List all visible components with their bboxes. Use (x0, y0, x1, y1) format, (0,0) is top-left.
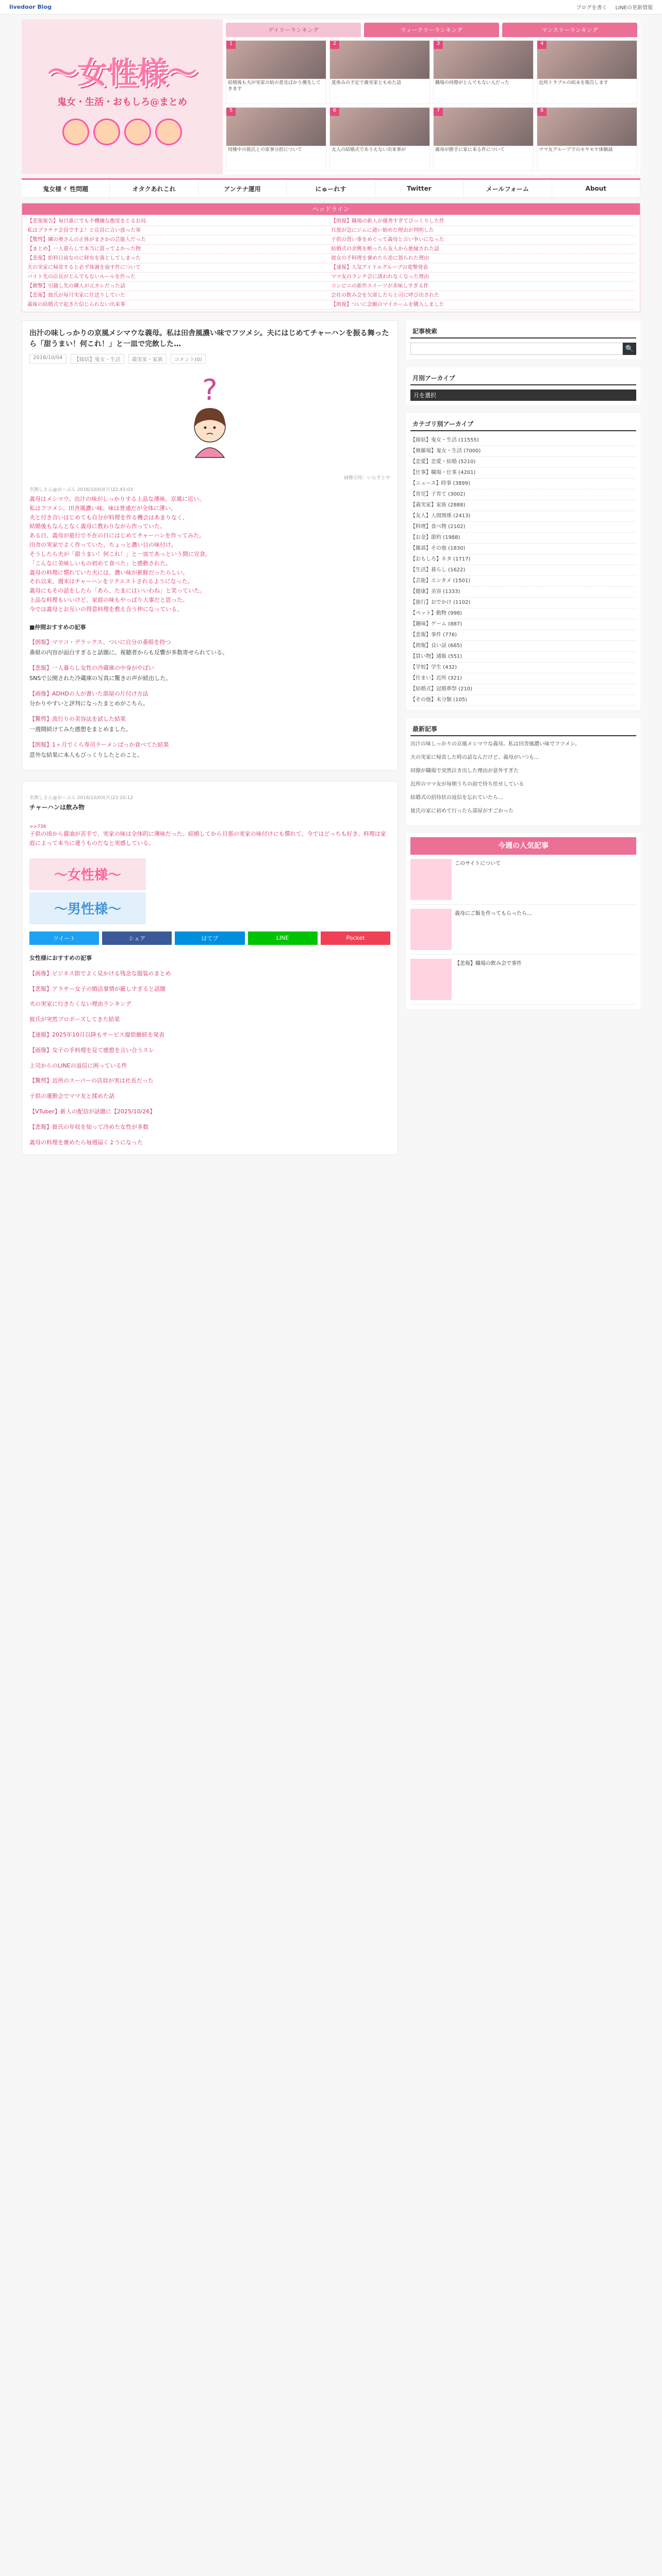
nav-item-mailform[interactable]: メールフォーム (464, 180, 552, 197)
post-stamp-2: 名無しさん@おーぷん 2016/10/03(月)23:10:12 (29, 795, 133, 801)
svg-text:?: ? (202, 375, 218, 407)
popular-item-title[interactable]: このサイトについて (455, 861, 501, 867)
tab-daily-ranking[interactable]: デイリーランキング (226, 23, 361, 37)
logo-title: 〜女性様〜 (47, 55, 197, 90)
question-woman-illustration (29, 375, 390, 468)
category-link[interactable]: 【朗報】良い話 (665) (410, 641, 636, 652)
ranking-number: 1 (226, 41, 236, 49)
global-nav (22, 178, 640, 198)
category-link[interactable]: 【趣味】ゲーム (887) (410, 619, 636, 630)
recommend-link[interactable]: 【速報】2025年10月以降もサービス提供継続を発表 (29, 1031, 164, 1038)
category-link[interactable]: 【料理】食べ物 (2102) (410, 522, 636, 533)
recommend-link[interactable]: 【画像】ビジネス街でよく見かける残念な服装のまとめ (29, 970, 171, 977)
ranking-item[interactable] (537, 107, 637, 171)
headline-link[interactable]: 私はプラチナ会員ですよ！と店員に言い放った客 (27, 226, 331, 235)
popular-widget (406, 833, 640, 1009)
search-icon[interactable]: 🔍 (623, 343, 636, 355)
tab-weekly-ranking[interactable]: ウィークリーランキング (364, 23, 499, 37)
article-comments[interactable]: コメント(0) (171, 354, 206, 364)
category-link[interactable]: 【雑談】その他 (1830) (410, 544, 636, 554)
article-line: 今では義母とお互いの得意料理を教え合う仲になっている。 (29, 605, 183, 613)
popular-thumbnail[interactable] (410, 909, 452, 950)
category-link[interactable]: 【ペット】動物 (998) (410, 608, 636, 619)
headline-link[interactable]: 【衝撃】引越し先の隣人が元カレだった話 (27, 282, 331, 291)
category-link[interactable]: 【恋愛】恋愛・結婚 (5210) (410, 457, 636, 468)
ranking-item-text[interactable]: 同棲中の彼氏との家事分担について (228, 147, 302, 152)
popular-thumbnail[interactable] (410, 859, 452, 900)
article-line: 上品な料理もいいけど、家庭の味もやっぱり大事だと思った。 (29, 596, 188, 603)
category-link[interactable]: 【修羅場】鬼女・生活 (7000) (410, 446, 636, 457)
article-title[interactable]: 出汁の味しっかりの京風メシマウな義母。私は田舎風濃い味でフツメシ。夫にはじめてチャーハンを振る舞ったら「甜うまい！何これ！」と一皿で完飲した… (29, 329, 389, 348)
category-link[interactable]: 【芸能】エンタメ (1501) (410, 576, 636, 587)
ranking-item-text[interactable]: ママ友グループでのモヤモヤ体験談 (539, 147, 613, 152)
recommend-summary: 一週間続けてみた感想をまとめました。 (29, 725, 131, 733)
logo-subtitle: 鬼女・生活・おもしろ@まとめ (57, 97, 187, 108)
recommend-summary: 分かりやすいと評判になったまとめがこちら。 (29, 700, 148, 707)
popular-item[interactable] (410, 905, 636, 955)
article-line: 結婚後もなんとなく義母に教わりながら作っていた。 (29, 523, 166, 530)
ranking-number: 8 (537, 108, 547, 116)
article-body (29, 495, 390, 614)
ranking-item-text[interactable]: 夏休みの予定で義実家ともめた話 (332, 80, 402, 86)
ranking-thumbnail[interactable] (226, 41, 326, 79)
headline-link[interactable]: 【朗報】ついに念願のマイホームを購入しました (331, 300, 635, 310)
new-article-link[interactable]: 近所のママ友が毎朝うちの前で待ち伏せしている (410, 782, 524, 787)
headline-link[interactable]: 旦那が急にジムに通い始めた理由が判明した (331, 226, 635, 235)
article-date: 2016/10/04 (29, 354, 67, 364)
headline-title: ヘッドライン (22, 204, 640, 215)
ranking-thumbnail[interactable] (537, 41, 637, 79)
nav-item-1[interactable]: 鬼女様ヾ 性問題 (22, 180, 110, 197)
popular-title: 今週の人気記事 (410, 837, 636, 855)
ranking-item-text[interactable]: 友人の結婚式でありえない出来事が (332, 147, 406, 152)
recommend-heading: ■仲間おすすめの記事 (29, 623, 86, 631)
category-link[interactable]: 【生活】暮らし (1622) (410, 565, 636, 576)
category-link[interactable]: 【お金】節約 (1988) (410, 533, 636, 544)
category-link[interactable]: 【その他】未分類 (105) (410, 695, 636, 706)
image-credit: 画像引用：いらすとや (343, 476, 390, 481)
category-link[interactable]: 【仕事】職場・仕事 (4201) (410, 468, 636, 479)
search-title: 記事検索 (410, 325, 636, 338)
reply-number[interactable]: >>739 (29, 824, 46, 830)
ranking-number: 4 (537, 41, 547, 49)
recommend-link[interactable]: 彼氏が突然プロポーズしてきた結果 (29, 1016, 120, 1023)
headline-link[interactable]: 【朗報】職場の新人が優秀すぎてびっくりした件 (331, 217, 635, 226)
headline-link[interactable]: 会社の飲み会を欠席したら上司に呼び出された (331, 291, 635, 300)
share-twitter-button[interactable]: ツイート (29, 931, 99, 945)
archive-title: 月別アーカイブ (410, 371, 636, 385)
recommend-link[interactable]: 子供の運動会でママ友と揉めた話 (29, 1093, 114, 1100)
search-widget (406, 320, 640, 359)
ranking-number: 7 (434, 108, 443, 116)
category-link[interactable]: 【学校】学生 (432) (410, 663, 636, 673)
second-article-card (22, 781, 398, 1155)
ranking-thumbnail[interactable] (226, 108, 326, 146)
share-hatena-button[interactable]: はてブ (175, 931, 244, 945)
livedoor-topbar (0, 0, 662, 14)
headline-link[interactable]: ママ友のランチ会に誘われなくなった理由 (331, 273, 635, 282)
nav-item-about[interactable]: About (552, 180, 640, 197)
category-title: カテゴリ別アーカイブ (410, 417, 636, 431)
headline-box (22, 203, 640, 312)
banner-josei[interactable]: 〜女性様〜 (29, 858, 146, 890)
new-articles-title: 最新記事 (410, 722, 636, 736)
second-article-title[interactable]: チャーハンは飲み物 (29, 804, 85, 811)
category-link[interactable]: 【育児】子育て (3002) (410, 489, 636, 500)
ranking-thumbnail[interactable] (330, 41, 429, 79)
ranking-item[interactable] (329, 40, 430, 104)
popular-item-title[interactable]: 【悲報】職場の飲み会で事件 (455, 961, 522, 967)
article-line: 私はフツメシ。田舎風濃い味。味は普通だが全体に薄い。 (29, 504, 176, 512)
new-article-link[interactable]: 彼氏の家に初めて行ったら部屋がすごかった (410, 808, 514, 814)
ranking-item[interactable] (433, 107, 534, 171)
recommend-link[interactable]: 上司からのLINEの返信に困っている件 (29, 1062, 127, 1069)
new-article-link[interactable]: 出汁の味しっかりの京風メシマウな義母。私は田舎風濃い味でフツメシ。 (410, 741, 580, 747)
post-stamp: 名無しさん@おーぷん 2016/10/03(月)22:45:03 (29, 487, 133, 493)
line-update-link[interactable]: LINEの更新情報 (615, 5, 653, 11)
category-link[interactable]: 【住まい】近所 (321) (410, 673, 636, 684)
category-link[interactable]: 【おもしろ】ネタ (1717) (410, 554, 636, 565)
ranking-number: 3 (434, 41, 443, 49)
ranking-item-text[interactable]: 義母が勝手に家に来る件について (435, 147, 505, 152)
article-line: ある日、義母が旅行で不在の日にはじめてチャーハンを作ってみた。 (29, 532, 205, 539)
headline-link[interactable]: 【驚愕】隣の奥さんの正体がまさかの芸能人だった (27, 235, 331, 245)
category-link[interactable]: 【ニュース】時事 (3899) (410, 479, 636, 489)
category-widget (406, 413, 640, 710)
headline-link[interactable]: 子供の習い事をめぐって義母と言い争いになった (331, 235, 635, 245)
livedoor-logo[interactable]: livedoor Blog (9, 4, 52, 10)
category-link[interactable]: 【結婚式】冠婚葬祭 (210) (410, 684, 636, 695)
category-link[interactable]: 【悲報】事件 (776) (410, 630, 636, 641)
ranking-number: 6 (330, 108, 339, 116)
article-tag[interactable]: 義実家・家族 (128, 354, 167, 364)
new-articles-widget (406, 718, 640, 825)
site-header (22, 20, 640, 174)
ranking-item-text[interactable]: 近所トラブルの結末を報告します (539, 80, 608, 86)
headline-link[interactable]: 【速報】人気アイドルグループの電撃発表 (331, 263, 635, 273)
recommend-link[interactable]: 【画像】ADHDの人が書いた部屋の片付け方法 (29, 690, 148, 697)
category-link[interactable]: 【義実家】家族 (2888) (410, 500, 636, 511)
share-pocket-button[interactable]: Pocket (321, 931, 390, 945)
nav-item-4[interactable]: にゅーれす (287, 180, 375, 197)
headline-link[interactable]: 【悲報報告】毎日誰にでも不機嫌な態度をとるお局 (27, 217, 331, 226)
ranking-thumbnail[interactable] (330, 108, 429, 146)
headline-link[interactable]: 【まとめ】一人暮らしで本当に買ってよかった物 (27, 245, 331, 254)
new-article-link[interactable]: 同僚が職場で突然泣き出した理由が意外すぎた (410, 768, 519, 774)
recommend-link[interactable]: 【VTuber】新人の配信が話題に【2025/10/26】 (29, 1108, 156, 1115)
article-line: そうしたら夫が「甜うまい！何これ！」と一皿であっという間に完食。 (29, 550, 211, 557)
archive-widget (406, 367, 640, 405)
recommend-link[interactable]: 【画像】女子の手料理を見て感想を言い合うスレ (29, 1046, 154, 1054)
ranking-item[interactable] (537, 40, 637, 104)
category-link[interactable]: 【旅行】おでかけ (1102) (410, 598, 636, 608)
new-article-link[interactable]: 夫の実家に帰省した時の話なんだけど、義母がいつも… (410, 755, 539, 760)
ranking-thumbnail[interactable] (537, 108, 637, 146)
recommend-link[interactable]: 【悲報】アラサー女子の婚活事情が厳しすぎると話題 (29, 985, 166, 992)
headline-link[interactable]: 義妹の結婚式で起きた信じられない出来事 (27, 300, 331, 310)
ranking-item[interactable] (433, 40, 534, 104)
popular-item[interactable] (410, 855, 636, 905)
second-article-body: 子供の頃から醤油が苦手で、実家の味は全体的に薄味だった。結婚してから旦那の実家の味付けにも慣れて、今ではどっちも好き。料理は家庭によって本当に違うものだなと実感している。 (29, 831, 386, 847)
site-logo[interactable] (22, 20, 223, 174)
article-line: 義母にもその話をしたら「あら、たまにはいいわね」と笑っていた。 (29, 587, 205, 595)
headline-link[interactable]: 【悲報】給料日前なのに財布を落としてしまった (27, 254, 331, 263)
nav-item-twitter[interactable]: Twitter (375, 180, 464, 197)
article-line: 田舎の実家でよく作っていた、ちょっと濃い目の味付け。 (29, 541, 177, 549)
ranking-item-text[interactable]: 職場の同僚がとんでもない人だった (435, 80, 510, 86)
banner-dansei[interactable]: 〜男性様〜 (29, 892, 146, 924)
category-link[interactable]: 【嫁姑】鬼女・生活 (11555) (410, 435, 636, 446)
recommend-link[interactable]: 義母の料理を褒めたら毎週届くようになった (29, 1139, 143, 1146)
recommend-link[interactable]: 【朗報】マツコ・デラックス、ついに自分の番組を持つ (29, 639, 171, 646)
ranking-number: 5 (226, 108, 236, 116)
share-line-button[interactable]: LINE (248, 931, 318, 945)
category-link[interactable]: 【買い物】通販 (551) (410, 652, 636, 663)
article-line: 「こんなに美味しいもの初めて食べた」と感動された。 (29, 560, 171, 567)
archive-select[interactable]: 月を選択 (410, 389, 636, 401)
headline-link[interactable]: コンビニの新作スイーツが美味しすぎる件 (331, 282, 635, 291)
recommend-link[interactable]: 【驚愕】流行りの美容法を試した結果 (29, 716, 126, 723)
headline-link[interactable]: バイト先の店長がとんでもないルールを作った (27, 273, 331, 282)
recommend-link[interactable]: 【悲報】彼氏の年収を知って冷めた女性が多数 (29, 1123, 148, 1130)
popular-item[interactable] (410, 955, 636, 1005)
share-buttons (29, 931, 390, 945)
headline-link[interactable]: 【悲報】彼氏が毎月実家に仕送りしていた (27, 291, 331, 300)
ranking-item[interactable] (226, 107, 326, 171)
ranking-number: 2 (330, 41, 339, 49)
headline-link[interactable]: 彼女の手料理を褒めたら逆に怒られた理由 (331, 254, 635, 263)
ranking-item-text[interactable]: 結婚後も夫が実家の姑の意見ばかり優先してきます (228, 80, 321, 92)
category-link[interactable]: 【健康】美容 (1333) (410, 587, 636, 598)
article-line: 夫と付き合いはじめても自分が料理を作る機会はあまりなく、 (29, 514, 188, 521)
nav-item-2[interactable]: オタクあれこれ (110, 180, 198, 197)
recommend-heading-2: 女性様におすすめの記事 (29, 954, 92, 961)
ranking-thumbnail[interactable] (434, 108, 533, 146)
article-line: 義母はメシマウ。出汁の味がしっかりする上品な薄味。京風に近い。 (29, 496, 205, 502)
recommend-summary: SNSで公開された冷蔵庫の写真に驚きの声が続出した。 (29, 674, 172, 682)
recommend-summary: 意外な結果に本人もびっくりしたとのこと。 (29, 751, 143, 758)
logo-characters (62, 118, 182, 145)
nav-item-3[interactable]: アンテナ運用 (198, 180, 287, 197)
ranking-thumbnail[interactable] (434, 41, 533, 79)
new-article-link[interactable]: 結婚式の招待状の返信を忘れていたら… (410, 795, 503, 801)
ranking-item[interactable] (329, 107, 430, 171)
headline-link[interactable]: 夫の実家に帰省すると必ず体調を崩す件について (27, 263, 331, 273)
search-input[interactable] (410, 343, 623, 355)
popular-item-title[interactable]: 義母にご飯を作ってもらったら… (455, 911, 532, 917)
article-line: それ以来、週末はチャーハンをリクエストされるようになった。 (29, 578, 193, 585)
recommend-link[interactable]: 夫の実家に行きたくない理由ランキング (29, 1001, 131, 1008)
headline-link[interactable]: 結婚式の余興を断ったら友人から絶縁された話 (331, 245, 635, 254)
article-category[interactable]: 【嫁姑】鬼女・生活 (71, 354, 124, 364)
share-facebook-button[interactable]: シェア (102, 931, 172, 945)
recommend-link[interactable]: 【悲報】一人暮らし女性の冷蔵庫の中身がやばい (29, 664, 154, 671)
recommend-link[interactable]: 【驚愕】近所のスーパーの店員が実は社長だった (29, 1077, 154, 1084)
write-blog-link[interactable]: ブログを書く (576, 5, 607, 11)
article-card (22, 320, 398, 771)
recommend-summary: 番組の内容が面白すぎると話題に。視聴者からも反響が多数寄せられている。 (29, 649, 228, 656)
ranking-item[interactable] (226, 40, 326, 104)
article-line: 義母の料理に慣れていた夫には、濃い味が新鮮だったらしい。 (29, 569, 188, 576)
recommend-link[interactable]: 【朗報】1ヶ月でくら寿司ラーメンばっか食べてた結果 (29, 741, 169, 748)
popular-thumbnail[interactable] (410, 959, 452, 1000)
category-link[interactable]: 【友人】人間関係 (2413) (410, 511, 636, 522)
ranking-panel (223, 20, 640, 174)
tab-monthly-ranking[interactable]: マンスリーランキング (502, 23, 637, 37)
